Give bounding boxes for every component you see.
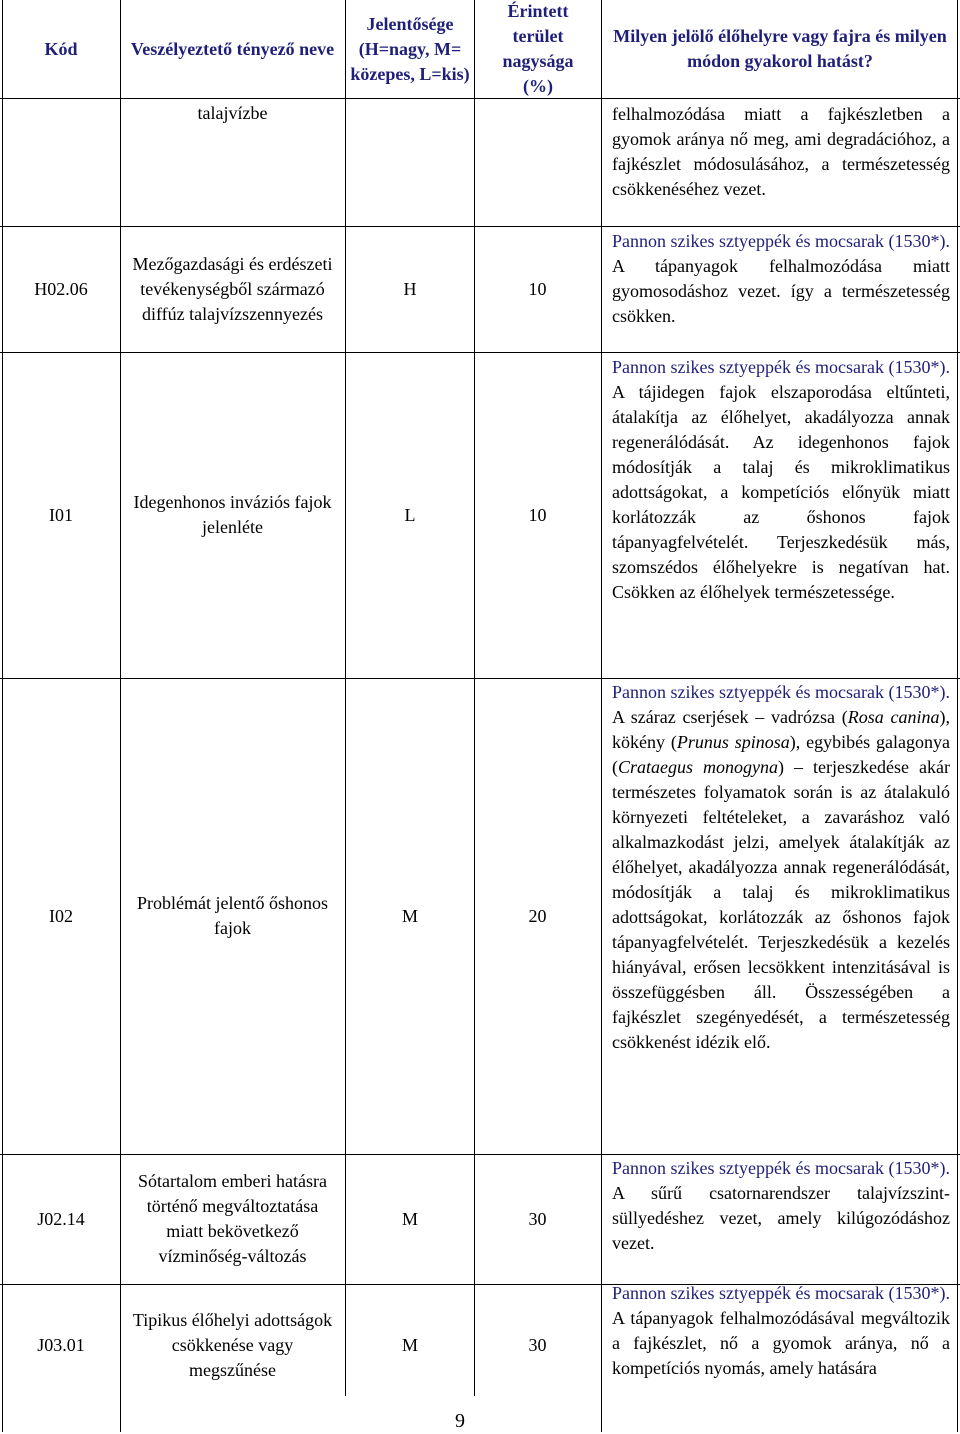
row-impact: Pannon szikes sztyeppék és mocsarak (1530*). A tápanyagok felhalmozódásával megváltozik a fajkészlet, nő a gyomok aránya, nő a kompetíciós nyomás, amely hatására (612, 1283, 950, 1378)
row-factor: Problémát jelentő őshonos fajok (137, 893, 328, 938)
row-significance: M (401, 905, 418, 926)
continued-factor: talajvízbe (197, 103, 268, 123)
row-code: I02 (49, 905, 73, 926)
row-factor: Idegenhonos inváziós fajok jelenléte (133, 492, 332, 537)
row-code: I01 (49, 504, 73, 525)
species-name: Rosa canina (847, 707, 940, 727)
row-area: 20 (528, 905, 547, 926)
row-area: 30 (528, 1334, 547, 1355)
column-border (601, 0, 602, 1432)
row-impact: Pannon szikes sztyeppék és mocsarak (1530*). A tájidegen fajok elszaporodása eltűnteti, átalakítja az élőhelyet, akadályozza annak regenerálódását. Az idegenhonos fajok módosítják a talaj és mikroklimatikus adottságokat, a kompetíciós előnyük miatt korlátozzák az őshonos fajok tápanyagfelvételét. Terjeszkedésük más, szomszédos élőhelyekre is negatívan hat. Csökken az élőhelyek természetessége. (612, 357, 950, 602)
row-area: 10 (528, 278, 547, 299)
header-factor: Veszélyeztető tényező neve (130, 38, 335, 59)
row-significance: L (404, 504, 416, 525)
row-area: 30 (528, 1208, 547, 1229)
row-significance: M (401, 1334, 418, 1355)
row-impact: Pannon szikes sztyeppék és mocsarak (1530*). A száraz cserjések – vadrózsa (Rosa canina), kökény (Prunus spinosa), egybibés galagonya (Crataegus monogyna) – terjeszkedése akár természetes folyamatok során is az átalakuló környezeti feltételeket, a zavaráshoz való alkalmazkodást jelzi, amelyek átalakítják az élőhelyet, akadályozza annak regenerálódását, módosítják a talaj és mikroklimatikus adottságokat, korlátozzák az őshonos fajok tápanyagfelvételét. Terjeszkedésük a kezelés hiányával, erősen lecsökkent intenzitásával is összefüggésben áll. Összességében a fajkészlet szegényedését, a természetesség csökkenést idézik elő. (612, 682, 951, 1052)
row-area: 10 (528, 504, 547, 525)
header-area: Érintett terület nagysága (%) (502, 1, 574, 96)
row-factor: Mezőgazdasági és erdészeti tevékenységből származó diffúz talajvízszennyezés (132, 253, 333, 324)
header-impact: Milyen jelölő élőhelyre vagy fajra és milyen módon gyakorol hatást? (613, 26, 947, 71)
habitat-label: Pannon szikes sztyeppék és mocsarak (1530*). (612, 231, 950, 251)
column-border (957, 0, 958, 1432)
row-code: J03.01 (37, 1334, 85, 1355)
header-significance: Jelentősége (H=nagy, M= közepes, L=kis) (350, 13, 470, 84)
row-code: H02.06 (34, 278, 88, 299)
row-factor: Tipikus élőhelyi adottságok csökkenése vagy megszűnése (132, 1309, 333, 1380)
row-code: J02.14 (37, 1208, 85, 1229)
habitat-label: Pannon szikes sztyeppék és mocsarak (1530*). (612, 1158, 950, 1178)
page-number: 9 (455, 1410, 465, 1432)
species-name: Crataegus monogyna (618, 757, 779, 777)
habitat-label: Pannon szikes sztyeppék és mocsarak (1530*). (612, 357, 950, 377)
row-significance: M (401, 1208, 418, 1229)
column-border (120, 0, 121, 1432)
row-factor: Sótartalom emberi hatásra történő megváltoztatása miatt bekövetkező vízminőség-változás (138, 1171, 327, 1266)
header-code: Kód (44, 38, 78, 59)
row-significance: H (403, 278, 417, 299)
continued-impact: felhalmozódása miatt a fajkészletben a gyomok aránya nő meg, ami degradációhoz, a fajkészlet módosulásához, a természetesség csökkenéséhez vezet. (612, 104, 950, 199)
header-bottom-border (0, 98, 960, 99)
habitat-label: Pannon szikes sztyeppék és mocsarak (1530*). (612, 682, 950, 702)
row-impact: Pannon szikes sztyeppék és mocsarak (1530*). A tápanyagok felhalmozódása miatt gyomosodáshoz vezet. így a természetesség csökken. (612, 231, 950, 326)
row-impact: Pannon szikes sztyeppék és mocsarak (1530*). A sűrű csatornarendszer talajvízszint-süllyedéshez vezet, amely kilúgozódáshoz vezet. (612, 1158, 950, 1253)
habitat-label: Pannon szikes sztyeppék és mocsarak (1530*). (612, 1283, 950, 1303)
species-name: Prunus spinosa (676, 732, 790, 752)
